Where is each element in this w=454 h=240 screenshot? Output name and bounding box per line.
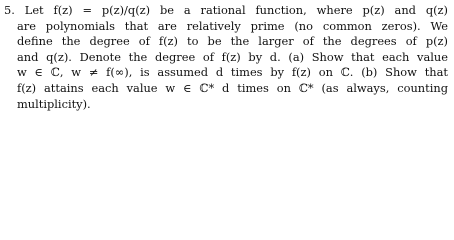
problem-line-3: define the degree of f(z) to be the larger of the degrees of p(z) — [17, 34, 448, 49]
problem-number: 5. — [4, 3, 15, 17]
problem-text-line-1: Let f(z) = p(z)/q(z) be a rational function, where p(z) and q(z) — [24, 3, 448, 17]
problem-line-1 — [4, 3, 448, 19]
problem-line-7: multiplicity). — [17, 96, 91, 111]
problem-line-5: w ∈ ℂ, w ≠ f(∞), is assumed d times by f(z) on ℂ. (b) Show that — [17, 65, 448, 80]
problem-line-2: are polynomials that are relatively prime (no common zeros). We — [17, 18, 448, 33]
problem-5 — [4, 3, 448, 112]
problem-line-4: and q(z). Denote the degree of f(z) by d. (a) Show that each value — [17, 49, 448, 64]
problem-line-6: f(z) attains each value w ∈ ℂ* d times on ℂ* (as always, counting — [17, 80, 448, 95]
